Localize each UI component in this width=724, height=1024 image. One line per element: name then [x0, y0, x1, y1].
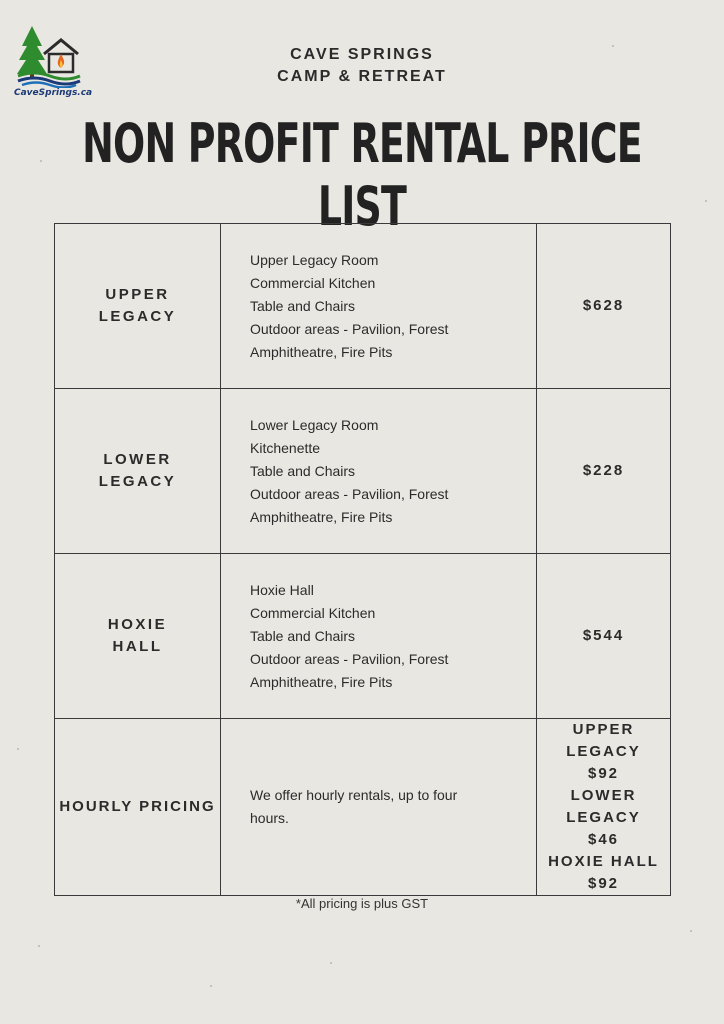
hourly-price-line: UPPER LEGACY: [566, 721, 641, 760]
space-name: [55, 554, 221, 719]
description-line: Table and Chairs: [250, 462, 356, 479]
space-name-line: UPPER: [105, 286, 170, 303]
description-line: Upper Legacy Room: [250, 251, 379, 268]
description-line: Amphitheatre, Fire Pits: [250, 343, 393, 360]
table-row: [55, 554, 671, 719]
hourly-price-line: HOXIE HALL: [548, 853, 659, 870]
hourly-description: [221, 719, 537, 896]
space-price: $544: [537, 554, 671, 719]
space-description: [221, 224, 537, 389]
brand-line-2: CAMP & RETREAT: [277, 68, 447, 85]
space-price: $228: [537, 389, 671, 554]
logo-text: CaveSprings.ca: [14, 88, 93, 98]
table-row: [55, 389, 671, 554]
table-row-hourly: [55, 719, 671, 896]
description-line: Outdoor areas - Pavilion, Forest: [250, 320, 449, 337]
hourly-pricing-label: HOURLY PRICING: [55, 719, 221, 896]
price-table: [54, 223, 671, 896]
description-line: Amphitheatre, Fire Pits: [250, 508, 393, 525]
paper-speck: [210, 985, 212, 987]
table-row: [55, 224, 671, 389]
space-description: [221, 389, 537, 554]
hourly-price-line: LOWER LEGACY: [566, 787, 641, 826]
footnote: *All pricing is plus GST: [295, 896, 429, 911]
description-line: Amphitheatre, Fire Pits: [250, 673, 393, 690]
space-name: [55, 224, 221, 389]
space-description: [221, 554, 537, 719]
space-name: [55, 389, 221, 554]
space-name-line: HALL: [112, 638, 163, 655]
description-line: Commercial Kitchen: [250, 604, 376, 621]
space-name-line: LEGACY: [98, 473, 177, 490]
description-line: We offer hourly rentals, up to four: [250, 787, 458, 803]
paper-speck: [690, 930, 692, 932]
hourly-price-line: $46: [587, 831, 620, 848]
description-line: Kitchenette: [250, 439, 321, 456]
space-name-line: LOWER: [103, 451, 172, 468]
description-line: Outdoor areas - Pavilion, Forest: [250, 650, 449, 667]
description-line: Outdoor areas - Pavilion, Forest: [250, 485, 449, 502]
hourly-price-line: $92: [587, 875, 620, 892]
space-price: $628: [537, 224, 671, 389]
description-line: Table and Chairs: [250, 627, 356, 644]
hourly-price-line: $92: [587, 765, 620, 782]
description-line: Table and Chairs: [250, 297, 356, 314]
paper-speck: [17, 748, 19, 750]
space-name-line: LEGACY: [98, 308, 177, 325]
description-line: Hoxie Hall: [250, 581, 314, 598]
description-line: Lower Legacy Room: [250, 416, 379, 433]
description-line: Commercial Kitchen: [250, 274, 376, 291]
description-line: hours.: [250, 810, 289, 826]
paper-speck: [40, 160, 42, 162]
space-name-line: HOXIE: [107, 616, 168, 633]
hourly-prices: [537, 719, 671, 896]
paper-speck: [705, 200, 707, 202]
page-title: NON PROFIT RENTAL PRICE LIST: [82, 112, 642, 238]
paper-speck: [330, 962, 332, 964]
paper-speck: [38, 945, 40, 947]
brand-line-1: CAVE SPRINGS: [290, 46, 434, 63]
brand-name: [0, 44, 724, 88]
